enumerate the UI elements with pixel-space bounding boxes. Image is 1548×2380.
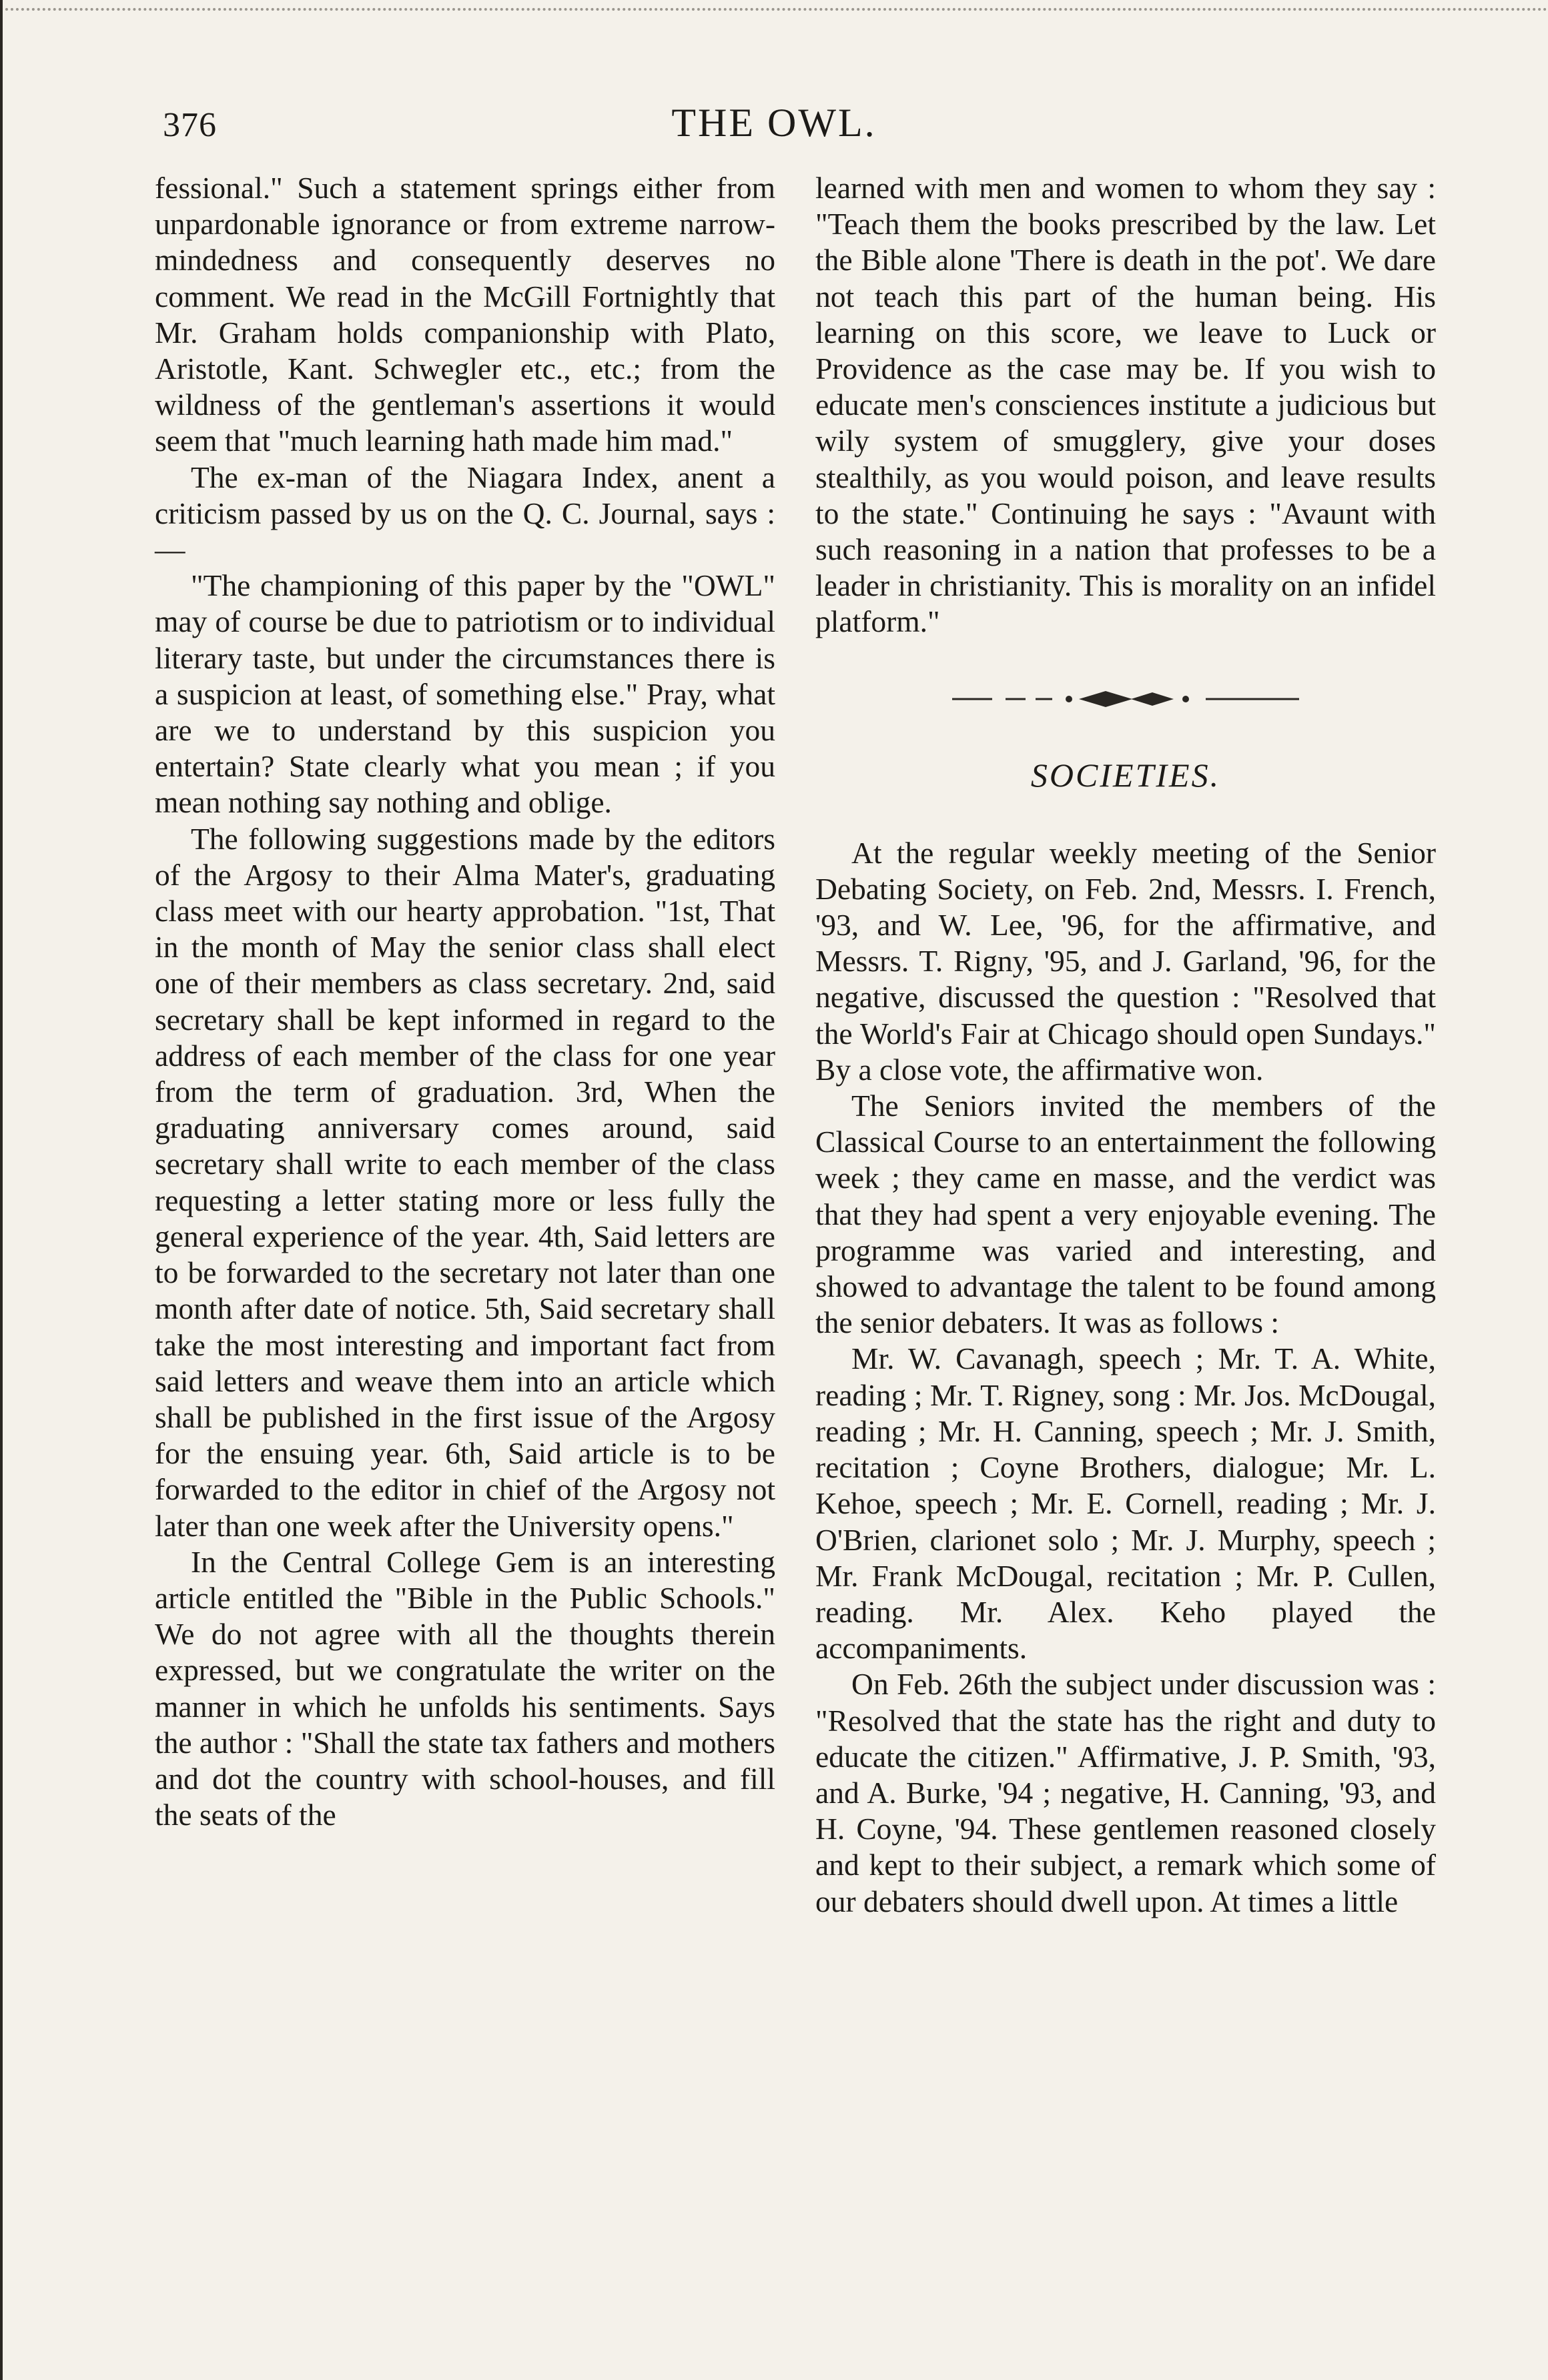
ornamental-divider bbox=[815, 672, 1436, 726]
paragraph-left-2: The ex-man of the Niagara Index, anent a criticism passed by us on the Q. C. Journal, says :— bbox=[155, 460, 775, 567]
page-number: 376 bbox=[163, 106, 217, 144]
paragraph-right-3: The Seniors invited the members of the Classical Course to an entertainment the following week ; they came en masse, and the verdict was that they had spent a very enjoyable evening. The programme was varied and interesting, and showed to advantage the talent to be found among the senior debaters. It was as follows : bbox=[815, 1089, 1436, 1340]
paragraph-right-1: learned with men and women to whom they say : "Teach them the books prescribed by the law. Let the Bible alone 'There is death in the pot'. We dare not teach this part of the human being. His learning on this score, we leave to Luck or Providence as the case may be. If you wish to educate men's consciences institute a judicious but wily system of smugglery, give your doses stealthily, as you would poison, and leave results to the state." Continuing he says : "Avaunt with such reasoning in a nation that professes to be a leader in christianity. This is morality on an infidel platform." bbox=[815, 171, 1436, 639]
paragraph-left-4: The following suggestions made by the editors of the Argosy to their Alma Mater's, graduating class meet with our hearty approbation. "1st, That in the month of May the senior class shall elect one of their members as class secretary. 2nd, said secretary shall be kept informed in regard to the address of each member of the class for one year from the term of graduation. 3rd, When the graduating anniversary comes around, said secretary shall write to each member of the class requesting a letter stating more or less fully the general experience of the year. 4th, Said letters are to be forwarded to the secretary not later than one month after date of notice. 5th, Said secretary shall take the most interesting and important fact from said letters and weave them into an article which shall be published in the first issue of the Argosy for the ensuing year. 6th, Said article is to be forwarded to the editor in chief of the Argosy not later than one week after the University opens." bbox=[155, 821, 775, 1543]
top-edge-rule bbox=[0, 0, 1548, 11]
paragraph-left-1: fessional." Such a statement springs either from unpardonable ignorance or from extreme narrow-mindedness and consequently deserves no comment. We read in the McGill Fortnightly that Mr. Graham holds companionship with Plato, Aristotle, Kant. Schwegler etc., etc.; from the wildness of the gentleman's assertions it would seem that "much learning hath made him mad." bbox=[155, 171, 775, 458]
right-column bbox=[815, 170, 1436, 1920]
paragraph-right-5: On Feb. 26th the subject under discussion was : "Resolved that the state has the right and duty to educate the citizen." Affirmative, J. P. Smith, '93, and A. Burke, '94 ; negative, H. Canning, '93, and H. Coyne, '94. These gentlemen reasoned closely and kept to their subject, a remark which some of our debaters should dwell upon. At times a little bbox=[815, 1667, 1436, 1918]
paragraph-right-2: At the regular weekly meeting of the Senior Debating Society, on Feb. 2nd, Messrs. I. French, '93, and W. Lee, '96, for the affirmative, and Messrs. T. Rigny, '95, and J. Garland, '96, for the negative, discussed the question : "Resolved that the World's Fair at Chicago should open Sundays." By a close vote, the affirmative won. bbox=[815, 835, 1436, 1087]
paragraph-right-4: Mr. W. Cavanagh, speech ; Mr. T. A. White, reading ; Mr. T. Rigney, song : Mr. Jos. McDougal, reading ; Mr. H. Canning, speech ; Mr. J. Smith, recitation ; Coyne Brothers, dialogue; Mr. L. Kehoe, speech ; Mr. E. Cornell, reading ; Mr. J. O'Brien, clarionet solo ; Mr. J. Murphy, speech ; Mr. Frank McDougal, recitation ; Mr. P. Cullen, reading. Mr. Alex. Keho played the accompaniments. bbox=[815, 1341, 1436, 1666]
paragraph-left-3: "The championing of this paper by the "OWL" may of course be due to patriotism or to individual literary taste, but under the circumstances there is a suspicion at least, of something else." Pray, what are we to understand by this suspicion you entertain? State clearly what you mean ; if you mean nothing say nothing and oblige. bbox=[155, 568, 775, 820]
running-title: THE OWL. bbox=[671, 101, 877, 145]
section-heading-societies: SOCIETIES. bbox=[1030, 756, 1221, 794]
page-left-edge bbox=[0, 0, 7, 2380]
paragraph-left-5: In the Central College Gem is an interesting article entitled the "Bible in the Public Schools." We do not agree with all the thoughts therein expressed, but we congratulate the writer on the manner in which he unfolds his sentiments. Says the author : "Shall the state tax fathers and mothers and dot the country with school-houses, and fill the seats of the bbox=[155, 1544, 775, 1832]
ornament-icon bbox=[952, 686, 1299, 712]
left-column bbox=[155, 170, 775, 1833]
